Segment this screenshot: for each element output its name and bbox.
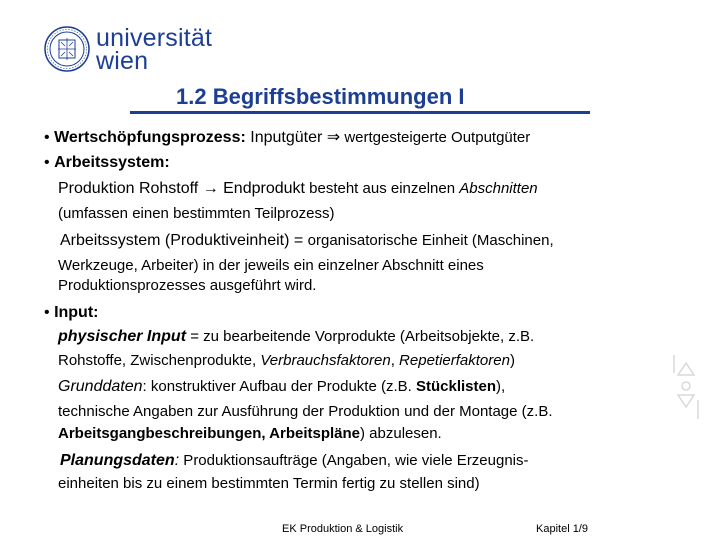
- arbeitssystem-line-1: [58, 180, 538, 198]
- text-organisatorische-einheit: organisatorische Einheit (Maschinen,: [307, 232, 554, 249]
- term-verbrauchsfaktoren: Verbrauchsfaktoren: [260, 352, 391, 369]
- logo-line-1: universität: [96, 24, 213, 52]
- input-line-3: [58, 378, 505, 396]
- title-underline: [130, 111, 590, 114]
- bullet-input: [44, 304, 98, 322]
- slide-title: 1.2 Begriffsbestimmungen I: [176, 84, 465, 109]
- footer-course: EK Produktion & Logistik: [282, 523, 404, 535]
- bullet-arbeitssystem: [44, 154, 170, 172]
- term-physischer-input: physischer Input: [58, 328, 187, 345]
- term-grunddaten: Grunddaten: [58, 378, 143, 395]
- input-line-4: technische Angaben zur Ausführung der Produktion und der Montage (z.B.: [58, 403, 553, 420]
- bullet-wertschoepfung: [44, 127, 530, 147]
- arbeitssystem-line-5: Produktionsprozesses ausgeführt wird.: [58, 277, 317, 294]
- text-outputgueter: wertgesteigerte Outputgüter: [340, 129, 531, 146]
- text-inputgueter: Inputgüter: [245, 129, 327, 146]
- term-input: Input:: [54, 304, 99, 321]
- input-line-1: [58, 328, 534, 346]
- text-endprodukt: Endprodukt: [218, 180, 305, 197]
- university-seal-icon: [44, 26, 90, 72]
- input-line-5: [58, 425, 442, 442]
- arbeitssystem-line-3: [60, 232, 554, 250]
- implies-arrow-icon: ⇒: [326, 129, 341, 146]
- text-comma: ,: [390, 352, 400, 369]
- bullet-marker: •: [44, 304, 50, 321]
- text-close-paren: ): [509, 352, 515, 369]
- term-planungsdaten: Planungsdaten: [60, 452, 175, 469]
- text-konstruktiver-aufbau: : konstruktiver Aufbau der Produkte (z.B.: [142, 378, 416, 395]
- term-abschnitten: Abschnitten: [459, 180, 538, 197]
- logo-line-2: wien: [96, 47, 149, 75]
- term-stuecklisten: Stücklisten: [415, 378, 497, 395]
- text-besteht-aus: besteht aus einzelnen: [304, 180, 460, 197]
- arbeitssystem-line-2: (umfassen einen bestimmten Teilprozess): [58, 205, 335, 222]
- text-abzulesen: ) abzulesen.: [360, 425, 442, 442]
- bullet-marker: •: [44, 129, 50, 146]
- term-arbeitssystem: Arbeitssystem:: [54, 154, 170, 171]
- input-line-7: einheiten bis zu einem bestimmten Termin fertig zu stellen sind): [58, 475, 480, 492]
- text-rohstoffe: Rohstoffe, Zwischenprodukte,: [58, 352, 261, 369]
- term-arbeitsplaene: Arbeitsgangbeschreibungen, Arbeitspläne: [58, 425, 360, 442]
- arbeitssystem-line-4: Werkzeuge, Arbeiter) in der jeweils ein einzelner Abschnitt eines: [58, 257, 484, 274]
- bullet-marker: •: [44, 154, 50, 171]
- input-line-6: [60, 452, 529, 470]
- text-produktionsauftraege: Produktionsaufträge (Angaben, wie viele Erzeugnis-: [179, 452, 529, 469]
- footer-page: Kapitel 1/9: [536, 523, 588, 535]
- text-produktiveinheit: Arbeitssystem (Produktiveinheit) =: [60, 232, 308, 249]
- term-wertschoepfungsprozess: Wertschöpfungsprozess:: [54, 129, 246, 146]
- right-arrow-icon: →: [202, 180, 219, 197]
- text-vorprodukte: = zu bearbeitende Vorprodukte (Arbeitsobjekte, z.B.: [186, 328, 535, 345]
- text-colon: :: [174, 452, 180, 469]
- term-repetierfaktoren: Repetierfaktoren: [399, 352, 510, 369]
- text-produktion-rohstoff: Produktion Rohstoff: [58, 180, 203, 197]
- input-line-2: [58, 352, 515, 369]
- text-close-paren-comma: ),: [496, 378, 506, 395]
- university-logo-text: [96, 24, 213, 75]
- decorative-shapes-icon: [672, 355, 700, 420]
